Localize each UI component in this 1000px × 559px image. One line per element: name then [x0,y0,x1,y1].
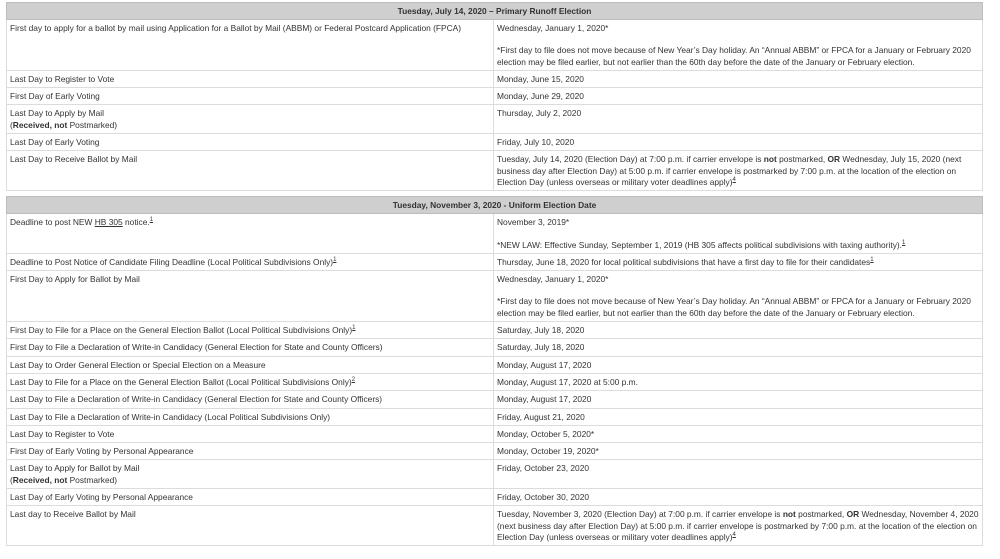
date-text-c: Wednesday, November 4, 2020 (next business day after Election Day) at 5:00 p.m. if carrier envelope is postmarked by 7:00 p.m. at the location of the election on Election Day (unless overseas or military voter deadlines apply) [497,509,979,542]
deadline-date [494,506,983,546]
table-row [7,322,983,339]
table-row [7,214,983,254]
deadline-label [7,460,494,489]
paren-open: ( [10,119,13,130]
footnote-link[interactable]: 2 [351,376,356,383]
or-emphasis: OR [846,509,860,520]
deadline-label: First Day to File a Declaration of Write-in Candidacy (General Election for State and County Officers) [7,339,494,356]
label-text: Deadline to Post Notice of Candidate Filing Deadline (Local Political Subdivisions Only) [10,256,334,267]
deadline-date: Saturday, July 18, 2020 [494,339,983,356]
table-row [7,70,983,87]
deadline-label: Last Day of Early Voting [7,134,494,151]
date-text-c: Wednesday, July 15, 2020 (next business day after Election Day) at 5:00 p.m. if carrier envelope is postmarked by 7:00 p.m. at the location of the election on Election Day (unless overseas or military voter deadlines apply) [497,154,962,187]
footnote-link[interactable]: 4 [732,531,736,538]
deadline-label: First Day of Early Voting by Personal Appearance [7,443,494,460]
table-row [7,253,983,270]
footnote-link[interactable]: 1 [870,256,874,263]
deadline-label: Last Day to Register to Vote [7,70,494,87]
note-text: *NEW LAW: Effective Sunday, September 1, 2019 (HB 305 affects political subdivisions with taxing authority). [497,239,902,250]
date-note: *First day to file does not move because of New Year’s Day holiday. An “Annual ABBM” or FPCA for a January or February 2020 election may be filed earlier, but not earlier than the 60th day before the date of the January or February election. [497,45,971,67]
deadline-label: Last Day to Receive Ballot by Mail [7,151,494,191]
deadline-date [494,214,983,254]
table-row [7,489,983,506]
received-not-emphasis: Received, not [12,119,68,130]
table-row [7,356,983,373]
deadline-date: Saturday, July 18, 2020 [494,322,983,339]
section-title-uniform-election: Tuesday, November 3, 2020 - Uniform Election Date [7,197,983,214]
deadline-label: Last Day to File a Declaration of Write-in Candidacy (Local Political Subdivisions Only) [7,408,494,425]
deadline-label: Last day to Receive Ballot by Mail [7,506,494,546]
election-dates-table [6,2,983,546]
deadline-date: Monday, October 19, 2020* [494,443,983,460]
date-note: *First day to file does not move because of New Year’s Day holiday. An “Annual ABBM” or FPCA for a January or February 2020 election may be filed earlier, but not earlier than the 60th day before the date of the January or February election. [497,296,971,318]
deadline-date: Friday, October 30, 2020 [494,489,983,506]
footnote-link[interactable]: 4 [732,176,736,183]
deadline-label [7,105,494,134]
deadline-label: First day to apply for a ballot by mail using Application for a Ballot by Mail (ABBM) or Federal Postcard Application (FPCA) [7,20,494,71]
label-text-b: notice. [122,217,150,228]
paren-open: ( [10,474,13,485]
deadline-label [7,253,494,270]
deadline-date [494,271,983,322]
label-text: First Day to File for a Place on the General Election Ballot (Local Political Subdivisions Only) [10,325,353,336]
election-calendar [6,2,982,546]
date-note [497,240,979,251]
table-row [7,105,983,134]
table-row [7,408,983,425]
date-text-b: postmarked, [795,509,847,520]
table-row [7,271,983,322]
date-text-a: Tuesday, November 3, 2020 (Election Day) at 7:00 p.m. if carrier envelope is [497,509,783,520]
table-row [7,425,983,442]
table-row [7,443,983,460]
deadline-label: Last Day of Early Voting by Personal Appearance [7,489,494,506]
section-header-row [7,3,983,20]
date-text: November 3, 2019* [497,217,570,228]
not-emphasis: not [763,154,777,165]
footnote-link[interactable]: 1 [352,325,356,332]
deadline-date: Friday, August 21, 2020 [494,408,983,425]
deadline-label [7,373,494,390]
deadline-date [494,151,983,191]
table-row [7,151,983,191]
deadline-date: Friday, July 10, 2020 [494,134,983,151]
deadline-label: Last Day to Order General Election or Special Election on a Measure [7,356,494,373]
table-row [7,339,983,356]
section-header-row [7,197,983,214]
deadline-label: Last Day to File a Declaration of Write-in Candidacy (General Election for State and County Officers) [7,391,494,408]
section-title-primary-runoff: Tuesday, July 14, 2020 – Primary Runoff Election [7,3,983,20]
label-text: Last Day to Apply by Mail [10,108,105,119]
footnote-link[interactable]: 1 [149,217,154,224]
deadline-date: Monday, August 17, 2020 [494,356,983,373]
deadline-label [7,214,494,254]
date-text-b: postmarked, [776,154,828,165]
table-row [7,88,983,105]
footnote-link[interactable]: 1 [333,256,337,263]
deadline-date [494,20,983,71]
date-text-a: Tuesday, July 14, 2020 (Election Day) at 7:00 p.m. if carrier envelope is [497,154,764,165]
or-emphasis: OR [827,154,841,165]
footnote-link[interactable]: 1 [902,239,906,246]
label-text: Last Day to File for a Place on the General Election Ballot (Local Political Subdivisions Only) [10,376,352,387]
deadline-date: Monday, August 17, 2020 at 5:00 p.m. [494,373,983,390]
deadline-date: Friday, October 23, 2020 [494,460,983,489]
date-text: Thursday, June 18, 2020 for local political subdivisions that have a first day to file for their candidates [497,256,871,267]
deadline-date: Monday, June 29, 2020 [494,88,983,105]
hb305-link[interactable]: HB 305 [94,217,123,228]
deadline-date [494,253,983,270]
table-row [7,373,983,390]
table-row [7,506,983,546]
postmarked-text: Postmarked) [67,474,118,485]
date-text: Wednesday, January 1, 2020* [497,23,609,33]
deadline-date: Monday, June 15, 2020 [494,70,983,87]
date-text: Wednesday, January 1, 2020* [497,274,609,285]
label-text-a: Deadline to post NEW [10,217,95,228]
received-not-emphasis: Received, not [12,474,68,485]
deadline-date: Monday, August 17, 2020 [494,391,983,408]
deadline-date: Monday, October 5, 2020* [494,425,983,442]
deadline-date: Thursday, July 2, 2020 [494,105,983,134]
postmarked-text: Postmarked) [67,119,118,130]
table-row [7,391,983,408]
table-row [7,20,983,71]
deadline-label [7,322,494,339]
label-text: Last Day to Apply for Ballot by Mail [10,463,140,474]
table-row [7,134,983,151]
deadline-label: Last Day to Register to Vote [7,425,494,442]
table-row [7,460,983,489]
deadline-label: First Day of Early Voting [7,88,494,105]
deadline-label: First Day to Apply for Ballot by Mail [7,271,494,322]
not-emphasis: not [782,509,796,520]
